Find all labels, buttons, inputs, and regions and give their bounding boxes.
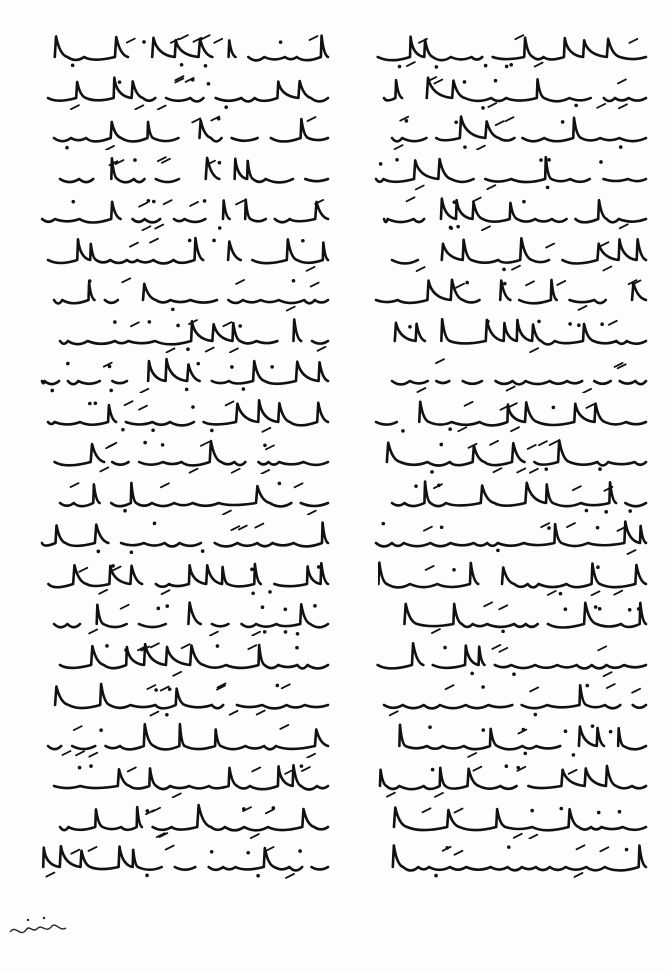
hemistich-right — [350, 192, 650, 233]
signature-mark — [8, 904, 68, 944]
hemistich-right — [350, 233, 650, 274]
hemistich-left — [20, 678, 332, 719]
hemistich-right — [350, 71, 650, 112]
hemistich-right — [350, 354, 650, 395]
hemistich-left — [20, 638, 332, 679]
hemistich-right — [350, 840, 650, 881]
hemistich-left — [20, 557, 332, 598]
hemistich-left — [20, 314, 332, 355]
hemistich-left — [20, 840, 332, 881]
hemistich-right — [350, 800, 650, 841]
hemistich-right — [350, 476, 650, 517]
hemistich-right — [350, 597, 650, 638]
hemistich-right — [350, 111, 650, 152]
hemistich-right — [350, 395, 650, 436]
hemistich-left — [20, 597, 332, 638]
right-column — [350, 30, 650, 881]
hemistich-left — [20, 233, 332, 274]
hemistich-right — [350, 759, 650, 800]
hemistich-right — [350, 638, 650, 679]
hemistich-right — [350, 30, 650, 71]
hemistich-left — [20, 273, 332, 314]
hemistich-right — [350, 516, 650, 557]
hemistich-right — [350, 314, 650, 355]
hemistich-left — [20, 435, 332, 476]
hemistich-right — [350, 719, 650, 760]
hemistich-left — [20, 111, 332, 152]
hemistich-left — [20, 71, 332, 112]
hemistich-right — [350, 152, 650, 193]
left-column — [20, 30, 332, 881]
hemistich-left — [20, 30, 332, 71]
hemistich-left — [20, 395, 332, 436]
hemistich-left — [20, 354, 332, 395]
hemistich-left — [20, 800, 332, 841]
hemistich-left — [20, 516, 332, 557]
hemistich-right — [350, 435, 650, 476]
hemistich-left — [20, 192, 332, 233]
hemistich-left — [20, 152, 332, 193]
hemistich-left — [20, 719, 332, 760]
hemistich-right — [350, 678, 650, 719]
hemistich-left — [20, 476, 332, 517]
hemistich-right — [350, 557, 650, 598]
hemistich-left — [20, 759, 332, 800]
hemistich-right — [350, 273, 650, 314]
